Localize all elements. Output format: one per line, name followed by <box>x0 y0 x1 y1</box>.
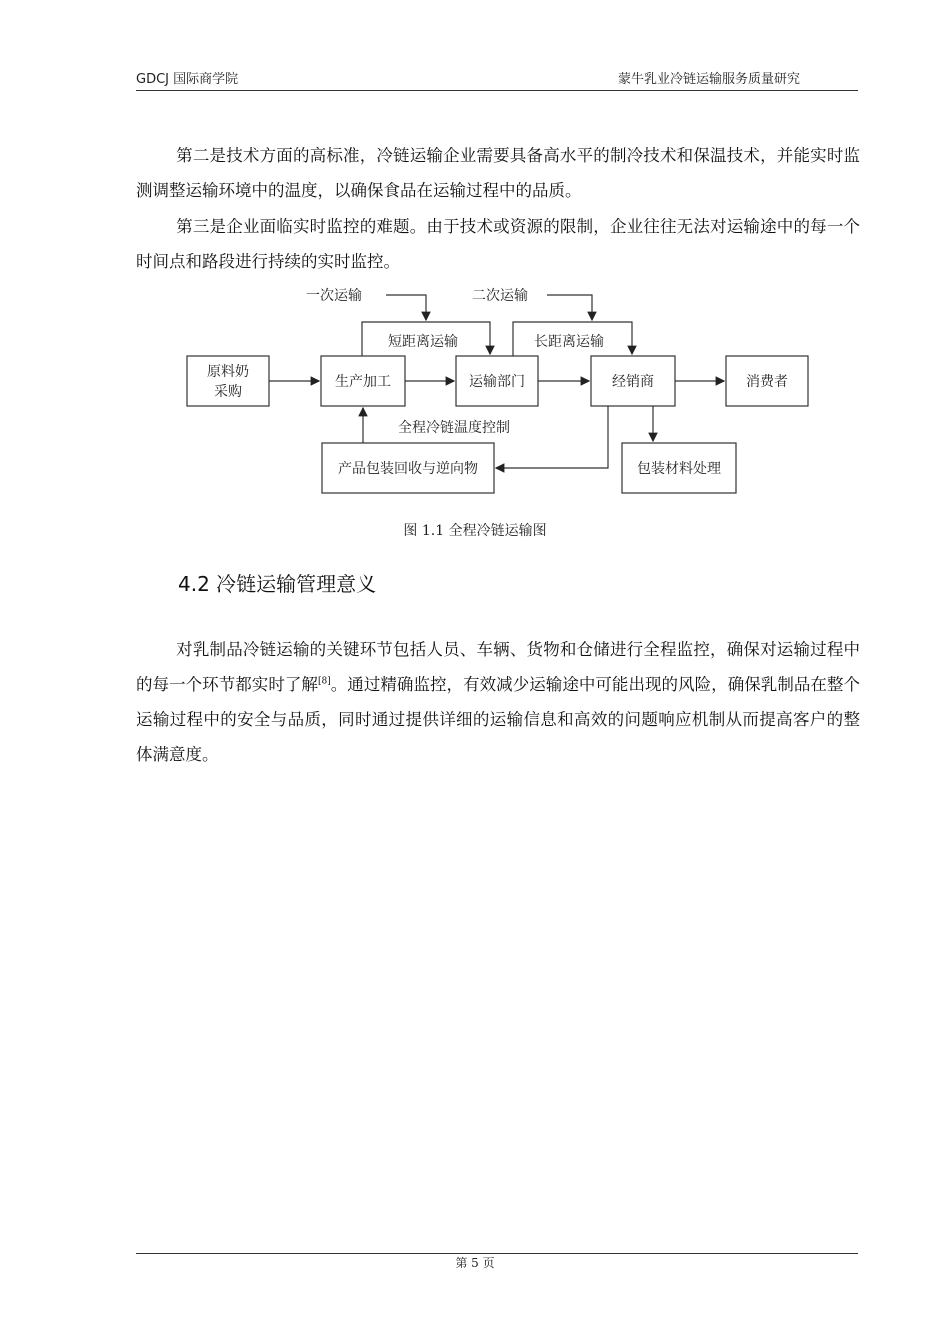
label-long-distance: 长距离运输 <box>534 334 604 350</box>
figure-caption: 图 1.1 全程冷链运输图 <box>403 523 547 539</box>
label-secondary-transport: 二次运输 <box>472 288 528 304</box>
header-right: 蒙牛乳业冷链运输服务质量研究 <box>617 72 800 87</box>
arrow-primary-transport <box>386 295 426 320</box>
node-consumer-label: 消费者 <box>746 374 788 390</box>
node-transport-dept-label: 运输部门 <box>469 374 525 390</box>
arrow-secondary-transport <box>547 295 592 320</box>
paragraph-monitoring-text: 第三是企业面临实时监控的难题。由于技术或资源的限制，企业往往无法对运输途中的每一个时间点和路段进行持续的实时监控。 <box>136 217 860 271</box>
paragraph-significance-text-a: 对乳制品冷链运输的关键环节包括人员、车辆、货物和仓储进行全程监控，确保对运输过程中的每一个环节都实时了解 <box>136 640 860 694</box>
paragraph-technology <box>136 138 860 208</box>
cold-chain-flow-diagram <box>180 280 820 500</box>
node-recycling-label: 产品包装回收与逆向物 <box>338 461 478 477</box>
label-primary-transport: 一次运输 <box>306 288 362 304</box>
node-packaging-label: 包装材料处理 <box>637 461 721 477</box>
paragraph-significance <box>136 632 860 772</box>
citation-ref: [8] <box>317 676 331 687</box>
node-production-label: 生产加工 <box>335 374 391 390</box>
paragraph-technology-text: 第二是技术方面的高标准，冷链运输企业需要具备高水平的制冷技术和保温技术，并能实时监测调整运输环境中的温度，以确保食品在运输过程中的品质。 <box>136 146 860 200</box>
node-distributor-label: 经销商 <box>612 374 654 390</box>
header-divider <box>136 90 858 91</box>
node-raw-milk-line1: 原料奶 <box>207 364 249 380</box>
label-short-distance: 短距离运输 <box>388 334 458 350</box>
header-left: GDCJ 国际商学院 <box>136 72 239 87</box>
label-temperature-control: 全程冷链温度控制 <box>398 420 510 436</box>
paragraph-monitoring <box>136 209 860 279</box>
section-title: 4.2 冷链运输管理意义 <box>178 572 377 596</box>
arrow-distributor-to-recycling <box>496 406 608 468</box>
page-number: 第 5 页 <box>455 1256 495 1270</box>
node-raw-milk-line2: 采购 <box>214 384 242 400</box>
paragraph-significance-text-b: 。通过精确监控，有效减少运输途中可能出现的风险，确保乳制品在整个运输过程中的安全与品质，同时通过提供详细的运输信息和高效的问题响应机制从而提高客户的整体满意度。 <box>136 675 861 764</box>
